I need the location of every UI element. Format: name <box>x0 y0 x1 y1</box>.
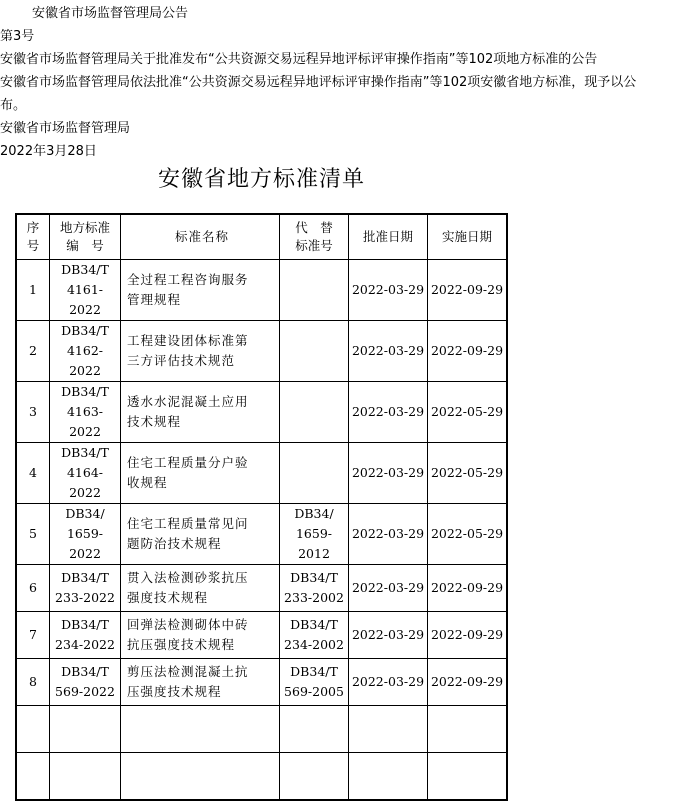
row-implement-date: 2022-09-29 <box>428 659 508 706</box>
row-name-line-2: 收规程 <box>127 475 168 490</box>
row-no: 4 <box>16 443 50 504</box>
table-row <box>16 504 507 565</box>
standards-table <box>15 213 508 801</box>
row-code-line-2: 234-2022 <box>55 637 115 652</box>
empty-cell <box>121 706 280 753</box>
notice-body-line-1: 安徽省市场监督管理局依法批准“公共资源交易远程异地评标评审操作指南”等102项安徽省地方标准，现予以公 <box>0 75 637 90</box>
row-approve-date: 2022-03-29 <box>349 659 428 706</box>
row-code <box>50 504 121 565</box>
row-name-line-1: 住宅工程质量常见问 <box>127 516 249 531</box>
row-code <box>50 612 121 659</box>
empty-cell <box>349 706 428 753</box>
row-code-line-1: DB34/T <box>61 384 109 399</box>
standards-list-title: 安徽省地方标准清单 <box>158 167 366 192</box>
row-name-line-1: 住宅工程质量分户验 <box>127 455 249 470</box>
row-approve-date: 2022-03-29 <box>349 504 428 565</box>
row-no: 7 <box>16 612 50 659</box>
table-row <box>16 443 507 504</box>
row-name <box>121 260 280 321</box>
row-code-line-1: DB34/T <box>61 262 109 277</box>
header-no-line-1: 序 <box>26 220 40 235</box>
empty-cell <box>16 706 50 753</box>
table-row-empty <box>16 706 507 753</box>
row-implement-date: 2022-05-29 <box>428 504 508 565</box>
empty-cell <box>50 706 121 753</box>
row-name-line-1: 回弹法检测砌体中砖 <box>127 617 249 632</box>
row-code <box>50 321 121 382</box>
header-replace <box>280 214 349 260</box>
table-body <box>16 260 507 801</box>
row-code <box>50 443 121 504</box>
header-implement: 实施日期 <box>428 214 508 260</box>
table-row <box>16 260 507 321</box>
row-implement-date: 2022-09-29 <box>428 260 508 321</box>
row-no: 8 <box>16 659 50 706</box>
row-code <box>50 659 121 706</box>
row-name-line-2: 强度技术规程 <box>127 590 209 605</box>
header-no-line-2: 号 <box>26 238 40 253</box>
row-replace-line-1: DB34/ <box>294 506 334 521</box>
row-name-line-1: 透水水泥混凝土应用 <box>127 394 249 409</box>
row-approve-date: 2022-03-29 <box>349 612 428 659</box>
row-replace-line-1: DB34/T <box>290 617 338 632</box>
row-code-line-2: 569-2022 <box>55 684 115 699</box>
notice-signer: 安徽省市场监督管理局 <box>0 121 131 136</box>
table-row <box>16 565 507 612</box>
row-replace-line-2: 1659-2012 <box>295 526 333 561</box>
empty-cell <box>280 753 349 801</box>
header-code-line-1: 地方标准 <box>59 220 110 235</box>
row-no: 3 <box>16 382 50 443</box>
header-code-line-2: 编 号 <box>66 238 104 253</box>
row-name <box>121 443 280 504</box>
table-row <box>16 612 507 659</box>
header-approve: 批准日期 <box>349 214 428 260</box>
row-name-line-1: 贯入法检测砂浆抗压 <box>127 570 249 585</box>
row-name-line-2: 管理规程 <box>127 292 182 307</box>
row-name-line-1: 工程建设团体标准第 <box>127 333 249 348</box>
row-no: 1 <box>16 260 50 321</box>
row-replace-line-1: DB34/T <box>290 570 338 585</box>
row-replace <box>280 504 349 565</box>
row-code-line-2: 4162-2022 <box>66 343 104 378</box>
row-name-line-1: 剪压法检测混凝土抗 <box>127 664 249 679</box>
row-approve-date: 2022-03-29 <box>349 321 428 382</box>
row-code-line-1: DB34/T <box>61 570 109 585</box>
row-replace <box>280 565 349 612</box>
row-name-line-2: 压强度技术规程 <box>127 684 222 699</box>
row-code-line-2: 4161-2022 <box>66 282 104 317</box>
row-code <box>50 260 121 321</box>
row-code <box>50 382 121 443</box>
notice-date: 2022年3月28日 <box>0 144 97 159</box>
empty-cell <box>121 753 280 801</box>
row-replace <box>280 659 349 706</box>
row-name-line-2: 题防治技术规程 <box>127 536 222 551</box>
empty-cell <box>280 706 349 753</box>
row-approve-date: 2022-03-29 <box>349 565 428 612</box>
empty-cell <box>16 753 50 801</box>
row-no: 5 <box>16 504 50 565</box>
row-approve-date: 2022-03-29 <box>349 260 428 321</box>
table-row <box>16 382 507 443</box>
notice-subject: 安徽省市场监督管理局关于批准发布“公共资源交易远程异地评标评审操作指南”等102项地方标准的公告 <box>0 52 598 67</box>
notice-number: 第3号 <box>0 29 35 44</box>
row-code-line-2: 4164-2022 <box>66 465 104 500</box>
row-name-line-2: 技术规程 <box>127 414 182 429</box>
table-row <box>16 321 507 382</box>
row-replace <box>280 443 349 504</box>
row-code-line-2: 1659-2022 <box>66 526 104 561</box>
row-replace <box>280 260 349 321</box>
row-code-line-2: 4163-2022 <box>66 404 104 439</box>
row-replace <box>280 612 349 659</box>
row-code-line-1: DB34/T <box>61 323 109 338</box>
table-header-row <box>16 214 507 260</box>
header-code <box>50 214 121 260</box>
row-implement-date: 2022-05-29 <box>428 443 508 504</box>
header-replace-line-2: 标准号 <box>295 238 333 253</box>
empty-cell <box>428 753 508 801</box>
row-implement-date: 2022-09-29 <box>428 321 508 382</box>
row-no: 6 <box>16 565 50 612</box>
row-name <box>121 565 280 612</box>
row-no: 2 <box>16 321 50 382</box>
header-replace-line-1: 代 替 <box>295 220 333 235</box>
row-code-line-1: DB34/ <box>65 506 105 521</box>
row-name-line-2: 抗压强度技术规程 <box>127 637 236 652</box>
empty-cell <box>428 706 508 753</box>
table-row <box>16 659 507 706</box>
row-name-line-2: 三方评估技术规范 <box>127 353 236 368</box>
row-implement-date: 2022-05-29 <box>428 382 508 443</box>
row-code-line-1: DB34/T <box>61 664 109 679</box>
empty-cell <box>50 753 121 801</box>
row-code <box>50 565 121 612</box>
row-name <box>121 504 280 565</box>
row-replace-line-2: 569-2005 <box>284 684 344 699</box>
row-code-line-2: 233-2022 <box>55 590 115 605</box>
row-name <box>121 659 280 706</box>
row-implement-date: 2022-09-29 <box>428 565 508 612</box>
row-code-line-1: DB34/T <box>61 445 109 460</box>
row-replace-line-2: 234-2002 <box>284 637 344 652</box>
row-approve-date: 2022-03-29 <box>349 382 428 443</box>
row-code-line-1: DB34/T <box>61 617 109 632</box>
row-name-line-1: 全过程工程咨询服务 <box>127 272 249 287</box>
empty-cell <box>349 753 428 801</box>
notice-body-line-2: 布。 <box>0 98 27 113</box>
row-replace <box>280 382 349 443</box>
row-replace <box>280 321 349 382</box>
row-name <box>121 612 280 659</box>
row-replace-line-1: DB34/T <box>290 664 338 679</box>
header-no <box>16 214 50 260</box>
table-row-empty <box>16 753 507 801</box>
row-name <box>121 382 280 443</box>
notice-header: 安徽省市场监督管理局公告 <box>32 6 189 21</box>
row-replace-line-2: 233-2002 <box>284 590 344 605</box>
row-approve-date: 2022-03-29 <box>349 443 428 504</box>
header-name: 标准名称 <box>121 214 280 260</box>
row-name <box>121 321 280 382</box>
row-implement-date: 2022-09-29 <box>428 612 508 659</box>
